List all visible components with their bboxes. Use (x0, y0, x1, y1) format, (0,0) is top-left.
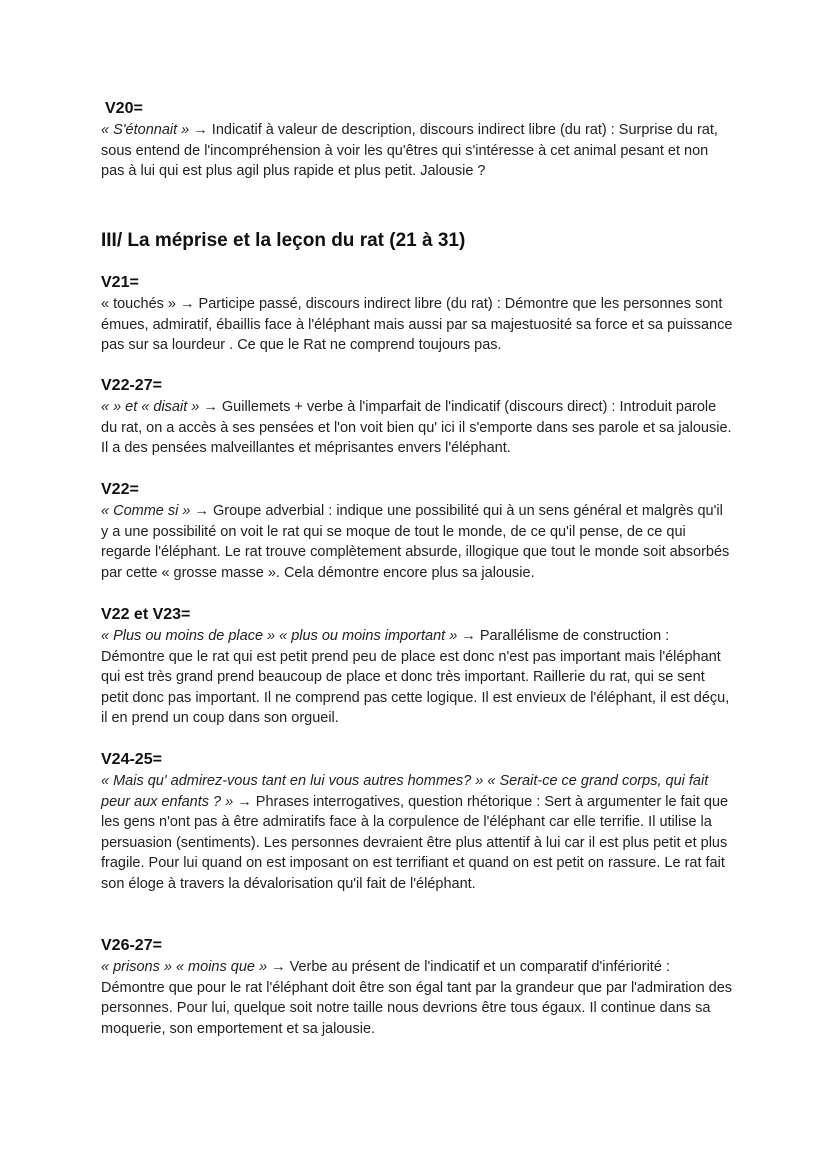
analysis-text: → Groupe adverbial : indique une possibilité qui à un sens général et malgrès qu'il y a une possibilité on voit le rat qui se moque de tout le monde, de ce qu'il pense, de ce qui regarde l'éléphant. Le rat trouve complètement absurde, illogique que tout le monde soit absorbés par cette « grosse masse ». Cela démontre encore plus sa jalousie. (101, 503, 730, 581)
analysis-text: → Indicatif à valeur de description, discours indirect libre (du rat) : Surprise du rat, sous entend de l'incompréhension à voir les qu'êtres qui s'intéresse à cet animal pesant et non pas à lui qui est plus agil plus rapide et plus petit. Jalousie ? (101, 122, 718, 179)
quote: « Comme si » (101, 503, 191, 519)
analysis-text: → Phrases interrogatives, question rhétorique : Sert à argumenter le fait que les gens n'ont pas à être admiratifs face à la corpulence de l'éléphant car elle terrifie. Il utilise la persuasion (sentiments). Les personnes devraient être plus attentif à lui car il est plus petit et plus fragile. Pour lui quand on est imposant on est terrifiant et quand on est petit on rassure. Le rat fait son éloge à travers la dévalorisation qu'il fait de l'éléphant. (101, 793, 729, 892)
note-v26-27 (101, 935, 733, 1039)
analysis-text: → Parallélisme de construction : Démontre que le rat qui est petit prend peu de place est donc n'est pas important mais l'éléphant qui est très grand prend beaucoup de place et donc très important. Raillerie du rat, qui se sent petit donc pas important. Il ne comprend pas cette logique. Il est envieux de l'éléphant, il est déçu, il en prend un coup dans son orgueil. (101, 628, 730, 726)
note-v22-v23 (101, 604, 733, 729)
note-v22-27 (101, 375, 733, 459)
verse-heading: V26-27= (101, 937, 162, 954)
verse-analysis (101, 120, 733, 182)
note-v21 (101, 272, 733, 356)
verse-analysis (101, 957, 733, 1039)
verse-analysis (101, 771, 733, 894)
verse-heading: V22 et V23= (101, 606, 191, 623)
section-iii (101, 229, 733, 253)
analysis-text: → Guillemets + verbe à l'imparfait de l'indicatif (discours direct) : Introduit parole du rat, on a accès à ses pensées et l'on voit bien qu' ici il s'emporte dans ses parole et sa jalousie. Il a des pensées malveillantes et méprisantes envers l'éléphant. (101, 399, 732, 456)
note-v22 (101, 479, 733, 583)
verse-heading: V24-25= (101, 751, 162, 768)
quote: « Plus ou moins de place » « plus ou moins important » (101, 628, 458, 644)
verse-analysis (101, 294, 733, 356)
quote: « touchés » (101, 296, 176, 312)
verse-analysis (101, 626, 733, 729)
note-v20 (101, 98, 733, 182)
analysis-text: → Verbe au présent de l'indicatif et un comparatif d'infériorité : Démontre que pour le rat l'éléphant doit être son égal tant par la grandeur que par l'admiration des personnes. Pour lui, quelque soit notre taille nous devrions être tous égaux. Il continue dans sa moquerie, son emportement et sa jalousie. (101, 959, 733, 1037)
quote: « S'étonnait » (101, 122, 190, 138)
section-title: III/ La méprise et la leçon du rat (21 à 31) (101, 230, 466, 251)
analysis-text: → Participe passé, discours indirect libre (du rat) : Démontre que les personnes sont émues, admiratif, ébaillis face à l'éléphant mais aussi par sa majestuosité sa force et sa puissance pas sur sa lourdeur . Ce que le Rat ne comprend toujours pas. (101, 296, 733, 353)
quote: « Mais qu' admirez-vous tant en lui vous autres hommes? » « Serait-ce ce grand corps, qui fait peur aux enfants ? » (101, 773, 709, 810)
verse-analysis (101, 397, 733, 459)
verse-heading: V21= (101, 274, 139, 291)
verse-heading: V22= (101, 481, 139, 498)
quote: « » et « disait » (101, 399, 200, 415)
verse-heading: V20= (105, 100, 143, 117)
quote: « prisons » « moins que » (101, 959, 268, 975)
verse-analysis (101, 501, 733, 583)
note-v24-25 (101, 749, 733, 894)
verse-heading: V22-27= (101, 377, 162, 394)
